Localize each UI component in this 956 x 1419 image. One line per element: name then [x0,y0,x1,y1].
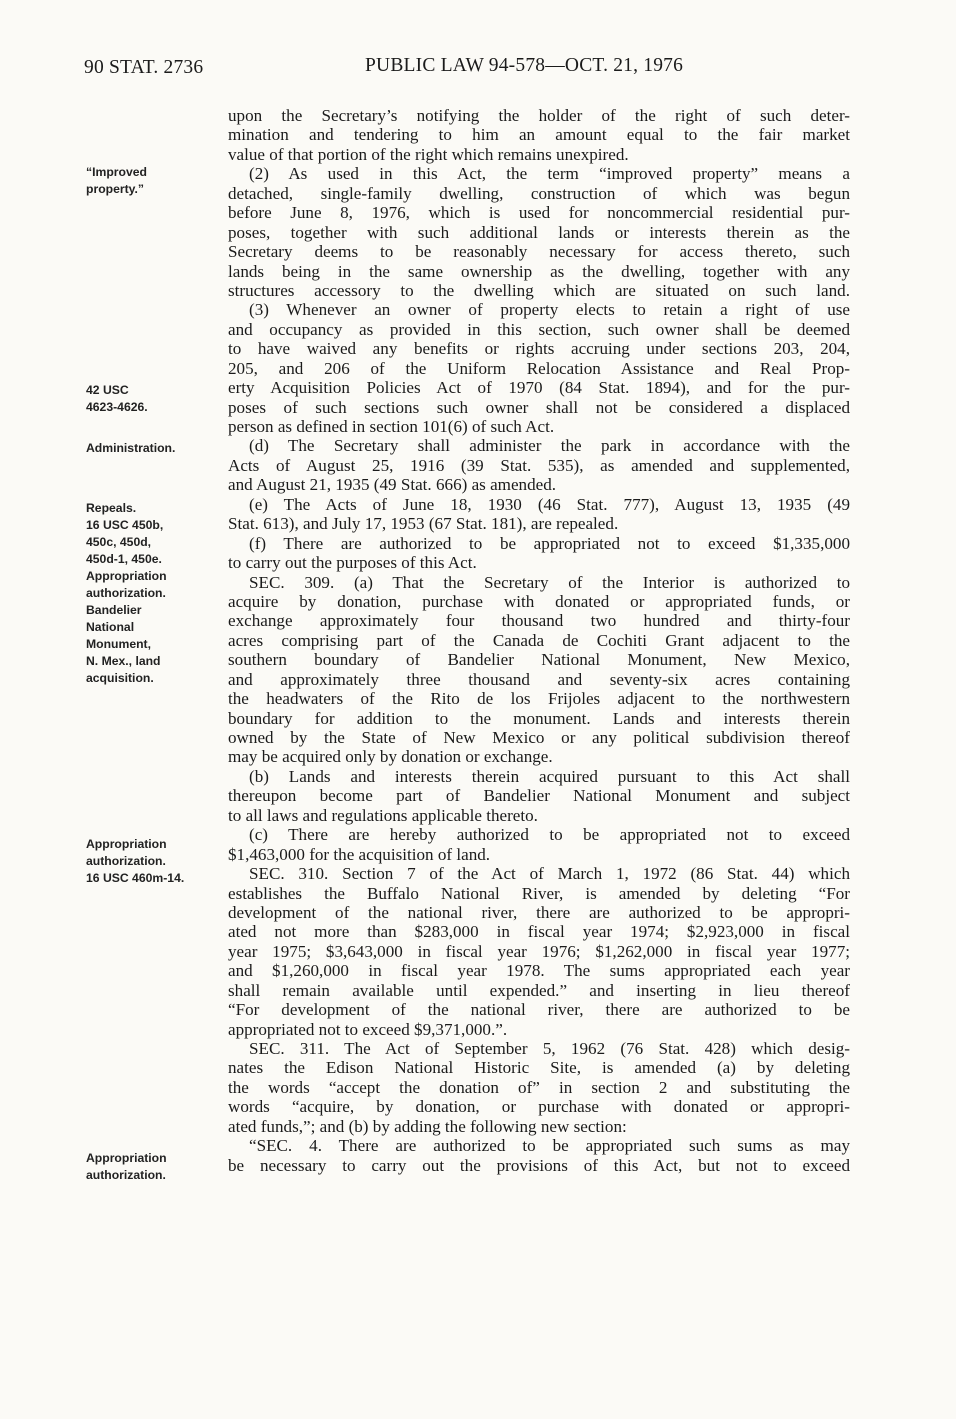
margin-note-line: Appropriation [86,837,167,851]
text-line: upon the Secretary’s notifying the holder of the right of such deter- [228,106,850,125]
margin-note-line: authorization. [86,586,166,600]
text-line: ated not more than $283,000 in fiscal year 1974; $2,923,000 in fiscal [228,922,850,942]
text-line: $1,463,000 for the acquisition of land. [228,844,491,864]
text-line: Secretary deems to be reasonably necessary for access thereto, such [228,242,850,262]
text-line: to have waived any benefits or rights accruing under sections 203, 204, [228,339,850,359]
margin-note-line: 16 USC 450b, [86,518,164,532]
text-line: Stat. 613), and July 17, 1953 (67 Stat. 181), are repealed. [228,514,619,534]
text-line: and approximately three thousand and seventy-six acres containing [228,669,850,689]
text-line: 205, and 206 of the Uniform Relocation Assistance and Real Prop- [228,358,850,378]
margin-note-appropriation-edison [86,1150,167,1184]
text-line: (2) As used in this Act, the term “improved property” means a [249,164,850,184]
text-line: ated funds,”; and (b) by adding the following new section: [228,1116,627,1136]
text-line: shall remain available until expended.” and inserting in lieu thereof [228,980,850,1000]
text-line: appropriated not to exceed $9,371,000.”. [228,1019,508,1039]
text-line: SEC. 310. Section 7 of the Act of March 1, 1972 (86 Stat. 44) which [249,864,850,884]
margin-note-line: 16 USC 460m-14. [86,871,185,885]
statute-body-text [228,106,850,1175]
text-line: poses of such sections such owner shall not be considered a displaced [228,397,850,417]
text-line: acres comprising part of the Canada de Cochiti Grant adjacent to the [228,630,850,650]
text-line: and occupancy as provided in this section, such owner shall be deemed [228,319,850,339]
text-line: be necessary to carry out the provisions of this Act, but not to exceed [228,1155,850,1175]
text-line: to all laws and regulations applicable thereto. [228,805,538,825]
text-line: lands being in the same ownership as the dwelling, together with any [228,261,850,281]
text-line: establishes the Buffalo National River, is amended by deleting “For [228,883,850,903]
text-line: acquire by donation, purchase with donated or appropriated funds, or [228,591,850,611]
margin-note-line: property.” [86,182,145,196]
margin-note-administration [86,440,175,457]
text-line: owned by the State of New Mexico or any political subdivision thereof [228,728,850,747]
text-line: to carry out the purposes of this Act. [228,553,477,573]
text-line: (3) Whenever an owner of property elects to retain a right of use [249,300,850,320]
margin-note-improved-property [86,164,147,198]
text-line: “SEC. 4. There are authorized to be appropriated such sums as may [249,1136,850,1156]
margin-note-line: Repeals. [86,501,137,515]
text-line: before June 8, 1976, which is used for noncommercial residential pur- [228,203,850,223]
margin-note-line: Administration. [86,441,176,455]
margin-note-usc-citation [86,382,148,416]
text-line: person as defined in section 101(6) of such Act. [228,417,555,436]
margin-note-line: “Improved [86,165,147,179]
margin-note-line: 4623-4626. [86,400,148,414]
margin-note-line: authorization. [86,854,166,868]
margin-note-repeals-bandelier [86,500,167,687]
text-line: poses, together with such additional lands or interests therein as the [228,222,850,242]
text-line: “For development of the national river, there are authorized to be [228,1000,850,1020]
text-line: (e) The Acts of June 18, 1930 (46 Stat. 777), August 13, 1935 (49 [249,494,850,514]
margin-note-line: acquisition. [86,671,154,685]
text-line: nates the Edison National Historic Site, is amended (a) by deleting [228,1058,850,1078]
margin-note-line: 450c, 450d, [86,535,152,549]
text-line: southern boundary of Bandelier National Monument, New Mexico, [228,650,850,670]
text-line: and August 21, 1935 (49 Stat. 666) as amended. [228,475,557,495]
margin-note-line: 42 USC [86,383,129,397]
text-line: may be acquired only by donation or exchange. [228,747,553,767]
text-line: the headwaters of the Rito de los Frijoles adjacent to the northwestern [228,689,850,709]
text-line: erty Acquisition Policies Act of 1970 (84 Stat. 1894), and for the pur- [228,378,850,398]
margin-note-line: authorization. [86,1168,166,1182]
text-line: SEC. 309. (a) That the Secretary of the Interior is authorized to [249,572,850,592]
text-line: value of that portion of the right which remains unexpired. [228,144,629,164]
margin-note-line: Bandelier [86,603,142,617]
text-line: words “acquire, by donation, or purchase with donated or appropri- [228,1097,850,1117]
page-number-header: 90 STAT. 2736 [84,57,204,78]
running-title-header: PUBLIC LAW 94-578—OCT. 21, 1976 [365,55,684,76]
margin-note-appropriation-buffalo [86,836,184,887]
margin-note-line: 450d-1, 450e. [86,552,162,566]
text-line: the words “accept the donation of” in section 2 and substituting the [228,1077,850,1097]
text-line: structures accessory to the dwelling which are situated on such land. [228,280,850,300]
text-line: mination and tendering to him an amount equal to the fair market [228,125,850,145]
margin-note-line: N. Mex., land [86,654,161,668]
text-line: (d) The Secretary shall administer the park in accordance with the [249,436,850,456]
text-line: exchange approximately four thousand two hundred and thirty-four [228,611,850,631]
text-line: SEC. 311. The Act of September 5, 1962 (76 Stat. 428) which desig- [249,1039,850,1058]
margin-note-line: Monument, [86,637,151,651]
text-line: and $1,260,000 in fiscal year 1978. The sums appropriated each year [228,961,850,981]
text-line: development of the national river, there are authorized to be appropri- [228,902,850,922]
text-line: year 1975; $3,643,000 in fiscal year 1976; $1,262,000 in fiscal year 1977; [228,941,850,961]
text-line: Acts of August 25, 1916 (39 Stat. 535), as amended and supplemented, [228,455,850,475]
text-line: (f) There are authorized to be appropriated not to exceed $1,335,000 [249,533,850,553]
margin-note-line: Appropriation [86,569,167,583]
text-line: (c) There are hereby authorized to be appropriated not to exceed [249,825,850,845]
margin-note-line: Appropriation [86,1151,167,1165]
margin-note-line: National [86,620,135,634]
text-line: (b) Lands and interests therein acquired pursuant to this Act shall [249,766,850,786]
text-line: thereupon become part of Bandelier National Monument and subject [228,786,850,806]
text-line: boundary for addition to the monument. Lands and interests therein [228,708,850,728]
text-line: detached, single-family dwelling, construction of which was begun [228,183,850,203]
